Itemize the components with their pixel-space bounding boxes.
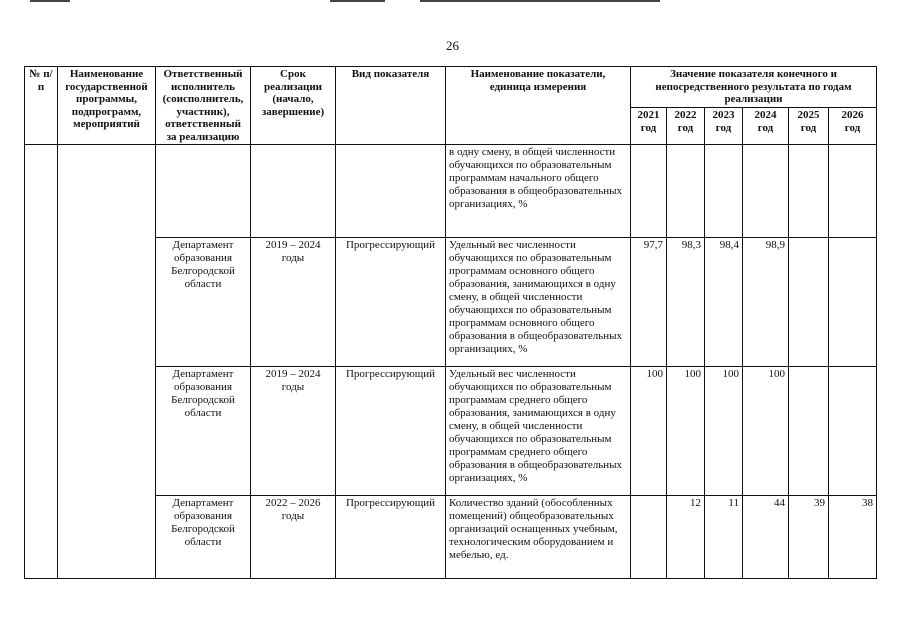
cell-value-2021 bbox=[631, 496, 667, 579]
cell-value-2026 bbox=[829, 367, 877, 496]
header-year-2025: 2025 год bbox=[789, 108, 829, 145]
cell-value-2021: 100 bbox=[631, 367, 667, 496]
cell-indicator-name: в одну смену, в общей численности обучающихся по образовательным программам начального общего образования в общеобразовательных организациях, % bbox=[446, 145, 631, 238]
cell-value-2025 bbox=[789, 367, 829, 496]
cell-term: 2019 – 2024 годы bbox=[251, 367, 336, 496]
cell-no bbox=[25, 145, 58, 579]
cell-value-2025: 39 bbox=[789, 496, 829, 579]
cell-value bbox=[705, 145, 743, 238]
cell-value bbox=[631, 145, 667, 238]
cell-indicator-type: Прогрессирующий bbox=[336, 496, 446, 579]
cell-executor: Департамент образования Белгородской области bbox=[156, 238, 251, 367]
scan-edge-mark bbox=[330, 0, 385, 2]
cell-value-2024: 100 bbox=[743, 367, 789, 496]
cell-indicator-type: Прогрессирующий bbox=[336, 367, 446, 496]
cell-value-2023: 100 bbox=[705, 367, 743, 496]
cell-value-2026 bbox=[829, 238, 877, 367]
header-year-2021: 2021 год bbox=[631, 108, 667, 145]
cell-term bbox=[251, 145, 336, 238]
header-year-2023: 2023 год bbox=[705, 108, 743, 145]
cell-term: 2022 – 2026 годы bbox=[251, 496, 336, 579]
header-indicator-type: Вид показателя bbox=[336, 67, 446, 145]
header-values-group: Значение показателя конечного и непосредственного результата по годам реализации bbox=[631, 67, 877, 108]
cell-executor bbox=[156, 145, 251, 238]
header-executor: Ответственный исполнитель (соисполнитель, участник), ответственный за реализацию bbox=[156, 67, 251, 145]
scan-edge-mark bbox=[420, 0, 660, 2]
indicators-table bbox=[24, 66, 877, 579]
header-year-2022: 2022 год bbox=[667, 108, 705, 145]
cell-value bbox=[667, 145, 705, 238]
cell-value-2024: 44 bbox=[743, 496, 789, 579]
cell-indicator-name: Количество зданий (обособленных помещений) общеобразовательных организаций оснащенных учебным, технологическим оборудованием и мебелью, ед. bbox=[446, 496, 631, 579]
cell-value-2023: 11 bbox=[705, 496, 743, 579]
header-year-2024: 2024 год bbox=[743, 108, 789, 145]
scan-edge-mark bbox=[30, 0, 70, 2]
cell-executor: Департамент образования Белгородской области bbox=[156, 496, 251, 579]
header-year-2026: 2026 год bbox=[829, 108, 877, 145]
header-indicator-name: Наименование показатели, единица измерения bbox=[446, 67, 631, 145]
cell-indicator-name: Удельный вес численности обучающихся по образовательным программам среднего общего образования, занимающихся в одну смену, в общей численности обучающихся по образовательным программам среднего общего образования в общеобразовательных организациях, % bbox=[446, 367, 631, 496]
cell-value-2025 bbox=[789, 238, 829, 367]
header-row bbox=[25, 67, 877, 108]
cell-value-2022: 12 bbox=[667, 496, 705, 579]
cell-value bbox=[789, 145, 829, 238]
page-number: 26 bbox=[446, 38, 459, 53]
cell-value bbox=[829, 145, 877, 238]
cell-value-2022: 100 bbox=[667, 367, 705, 496]
cell-value-2022: 98,3 bbox=[667, 238, 705, 367]
table-row bbox=[25, 145, 877, 238]
header-term: Срок реализации (начало, завершение) bbox=[251, 67, 336, 145]
header-no: № п/п bbox=[25, 67, 58, 145]
cell-indicator-name: Удельный вес численности обучающихся по образовательным программам основного общего образования, занимающихся в одну смену, в общей численности обучающихся по образовательным программам основного общего образования в общеобразовательных организациях, % bbox=[446, 238, 631, 367]
header-program: Наименование государственной программы, подпрограмм, мероприятий bbox=[58, 67, 156, 145]
cell-term: 2019 – 2024 годы bbox=[251, 238, 336, 367]
cell-value-2024: 98,9 bbox=[743, 238, 789, 367]
cell-value-2026: 38 bbox=[829, 496, 877, 579]
cell-indicator-type bbox=[336, 145, 446, 238]
cell-value-2023: 98,4 bbox=[705, 238, 743, 367]
cell-value-2021: 97,7 bbox=[631, 238, 667, 367]
cell-executor: Департамент образования Белгородской области bbox=[156, 367, 251, 496]
cell-program bbox=[58, 145, 156, 579]
cell-indicator-type: Прогрессирующий bbox=[336, 238, 446, 367]
cell-value bbox=[743, 145, 789, 238]
